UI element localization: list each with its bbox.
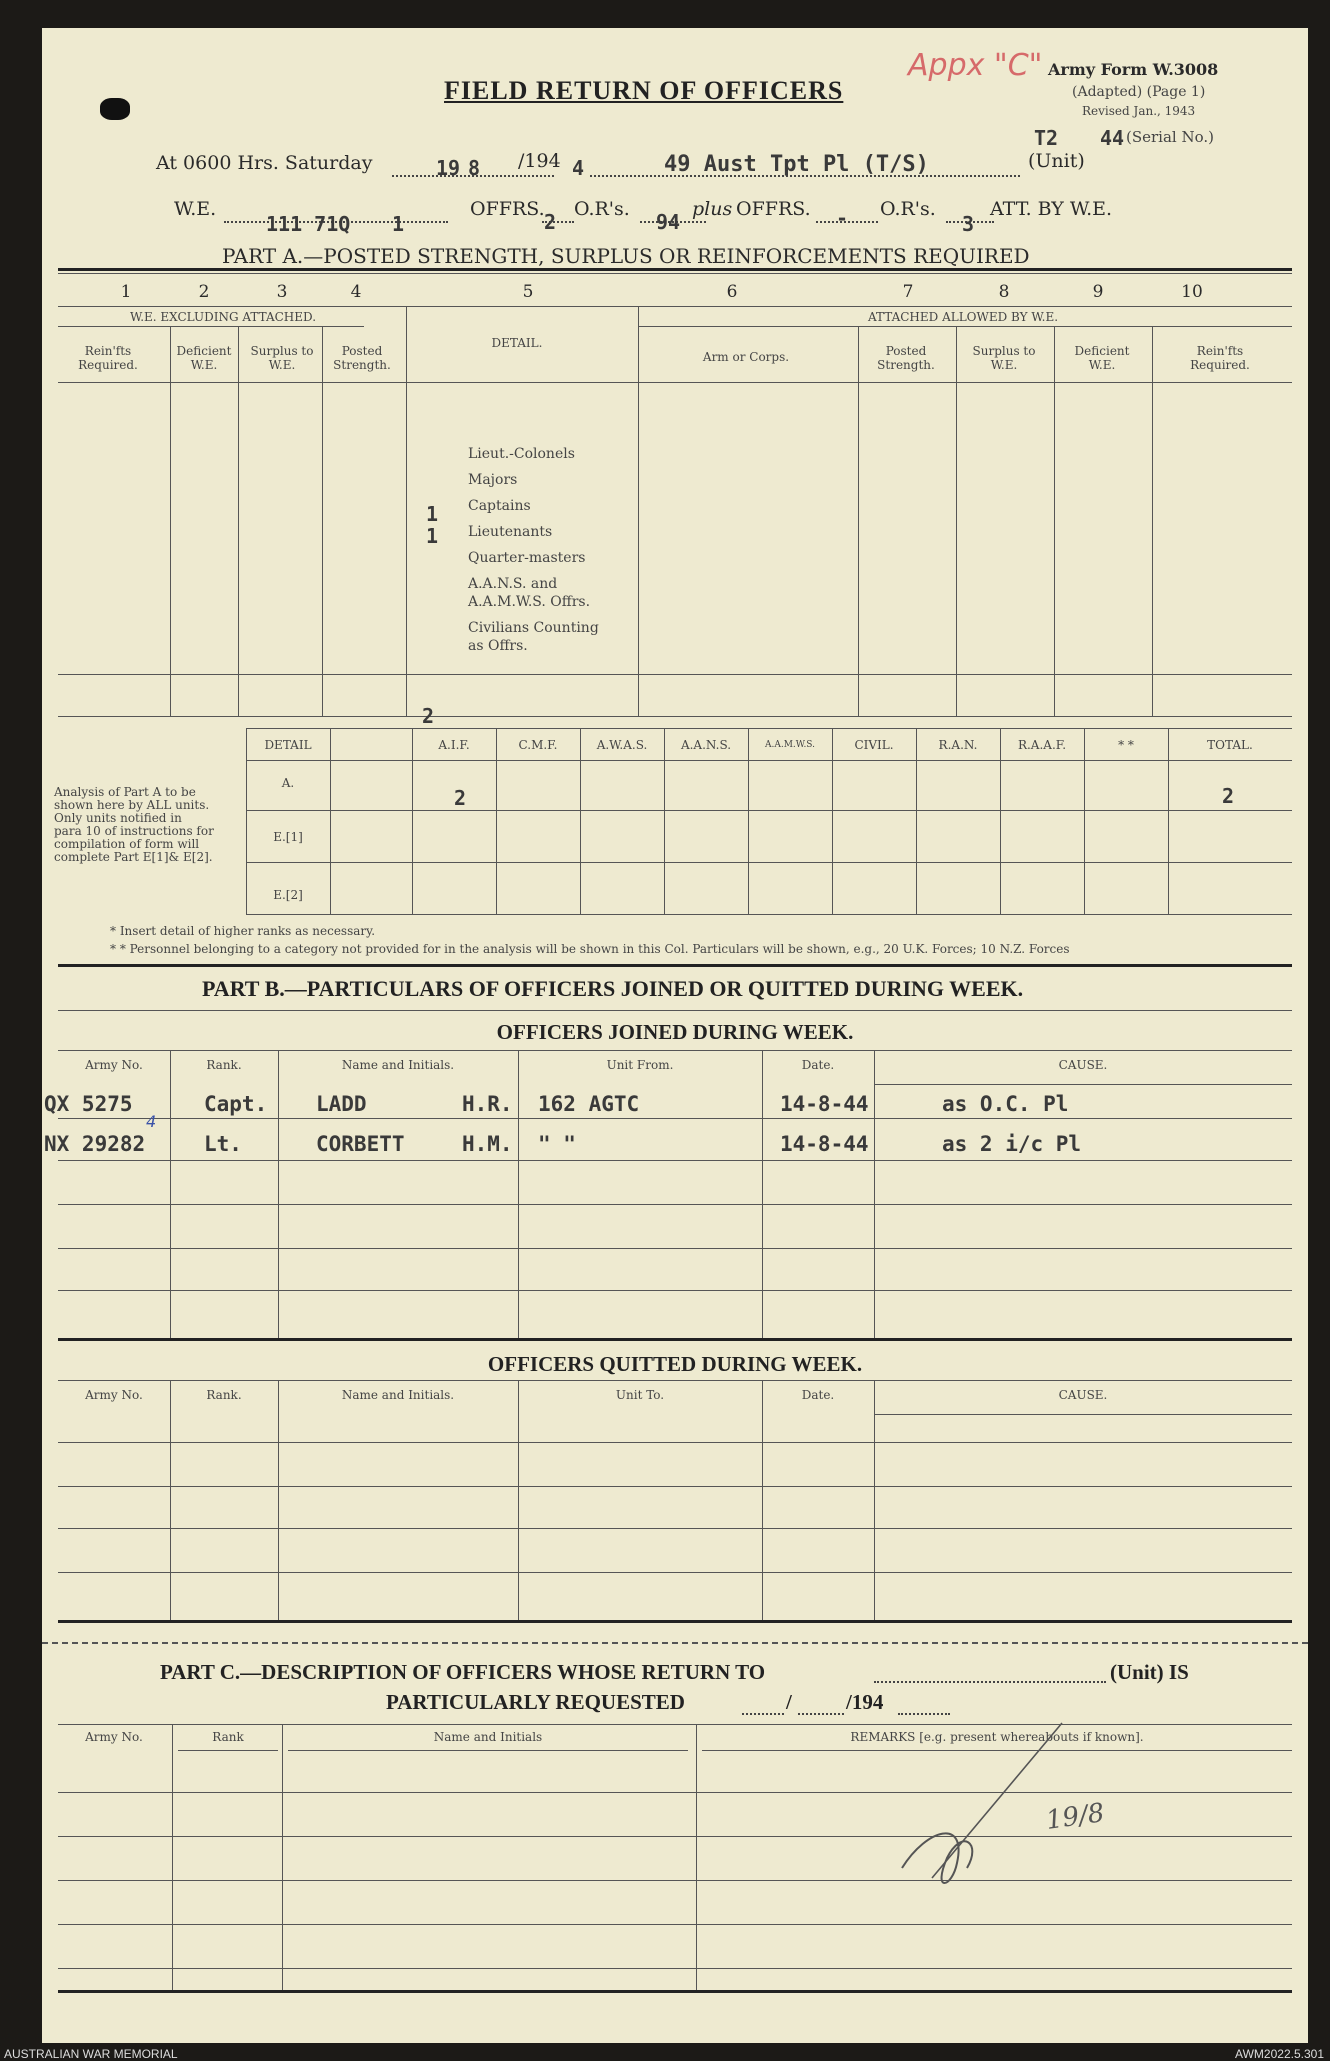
joined-header: Date. [801, 1058, 835, 1072]
part-c-requested: PARTICULARLY REQUESTED [386, 1690, 685, 1714]
return-month: 8 [468, 156, 481, 180]
rank-label: Civilians Counting [468, 620, 599, 636]
analysis-header: A.A.N.S. [680, 738, 732, 752]
footer-left: AUSTRALIAN WAR MEMORIAL [4, 2047, 178, 2061]
deficient-header: Deficient W.E. [176, 344, 232, 372]
reinfts2-header: Rein'fts Required. [1190, 344, 1250, 372]
offrs-value: 2 [544, 210, 557, 234]
analysis-note: Analysis of Part A to be shown here by ALL units. Only units notified in para 10 of instructions for compilation of form will complete Part E[1]& E[2]. [54, 785, 214, 864]
ors-label: O.R's. [574, 198, 630, 220]
part-c-title: PART C.—DESCRIPTION OF OFFICERS WHOSE RETURN TO [160, 1660, 766, 1684]
joined-army-no: QX 5275 [44, 1092, 133, 1116]
part-c-header: REMARKS [e.g. present whereabouts if known]. [850, 1730, 1144, 1744]
appendix-annotation: Appx "C" [908, 48, 1043, 83]
army-no-correction: 4 [146, 1112, 157, 1131]
part-c-header: Name and Initials [433, 1730, 543, 1744]
ors-value: 94 [656, 210, 681, 234]
col-number: 2 [198, 282, 210, 302]
part-c-unit: (Unit) IS [1110, 1660, 1189, 1684]
quitted-header: Name and Initials. [341, 1388, 455, 1402]
analysis-header: A.W.A.S. [596, 738, 648, 752]
form-adapted: (Adapted) (Page 1) [1072, 84, 1206, 100]
joined-rank: Capt. [204, 1092, 268, 1116]
quitted-header: Rank. [206, 1388, 242, 1402]
we-value-2: 1 [392, 212, 405, 236]
return-day: 19 [436, 156, 461, 180]
surplus-header: Surplus to W.E. [250, 344, 314, 372]
posted2-header: Posted Strength. [877, 344, 935, 372]
reinfts-header: Rein'fts Required. [78, 344, 138, 372]
year-prefix: /194 [518, 150, 561, 172]
quitted-header: Date. [801, 1388, 835, 1402]
offrs2-value: - [836, 206, 849, 230]
joined-header: CAUSE. [1058, 1058, 1108, 1072]
joined-cause: as O.C. Pl [942, 1092, 1069, 1116]
total-posted: 2 [422, 704, 435, 728]
joined-header: Name and Initials. [341, 1058, 455, 1072]
joined-title: OFFICERS JOINED DURING WEEK. [496, 1020, 854, 1044]
analysis-row-label: E.[2] [273, 888, 303, 902]
unit-value: 49 Aust Tpt Pl (T/S) [664, 152, 929, 177]
col-number: 1 [120, 282, 132, 302]
analysis-header: R.A.A.F. [1017, 738, 1067, 752]
joined-header: Rank. [206, 1058, 242, 1072]
part-b-title: PART B.—PARTICULARS OF OFFICERS JOINED OR QUITTED DURING WEEK. [202, 976, 1024, 1001]
joined-unit: " " [538, 1132, 576, 1156]
col-number: 6 [726, 282, 738, 302]
part-a-title: PART A.—POSTED STRENGTH, SURPLUS OR REINFORCEMENTS REQUIRED [222, 244, 1030, 268]
quitted-header: CAUSE. [1058, 1388, 1108, 1402]
joined-initials: H.M. [462, 1132, 513, 1156]
surplus2-header: Surplus to W.E. [972, 344, 1036, 372]
detail-heading: DETAIL. [491, 336, 543, 350]
captains-posted: 1 [426, 502, 439, 526]
deficient2-header: Deficient W.E. [1074, 344, 1130, 372]
quitted-header: Unit To. [615, 1388, 665, 1402]
col-number: 3 [276, 282, 288, 302]
col-number: 9 [1092, 282, 1104, 302]
part-c-header: Army No. [85, 1730, 143, 1744]
quitted-header: Army No. [85, 1388, 143, 1402]
ors2-value: 3 [962, 212, 975, 236]
aif-a-value: 2 [454, 786, 467, 810]
serial-value: 44 [1100, 126, 1125, 150]
year-digit: 4 [572, 156, 585, 180]
part-c-year: /194 [846, 1690, 884, 1714]
analysis-header: CIVIL. [854, 738, 894, 752]
plus-label: plus [692, 198, 733, 220]
col-number: 7 [902, 282, 914, 302]
serial-prefix: T2 [1034, 126, 1059, 150]
serial-label: (Serial No.) [1126, 128, 1214, 146]
arm-corps-header: Arm or Corps. [702, 350, 790, 364]
rank-label: Majors [468, 472, 518, 488]
ors2-label: O.R's. [880, 198, 936, 220]
joined-army-no: NX 29282 [44, 1132, 146, 1156]
joined-cause: as 2 i/c Pl [942, 1132, 1082, 1156]
total-a-value: 2 [1222, 784, 1235, 808]
posted-header: Posted Strength. [333, 344, 391, 372]
offrs-label: OFFRS. [470, 198, 545, 220]
rank-label: Quarter-masters [468, 550, 586, 566]
footnote-1: * Insert detail of higher ranks as necessary. [110, 924, 376, 938]
att-label: ATT. BY W.E. [990, 198, 1113, 220]
offrs2-label: OFFRS. [736, 198, 811, 220]
joined-date: 14-8-44 [780, 1092, 869, 1116]
rank-label: A.A.M.W.S. Offrs. [468, 594, 591, 610]
ink-blot [100, 98, 130, 120]
analysis-header: A.I.F. [438, 738, 470, 752]
joined-rank: Lt. [204, 1132, 242, 1156]
part-c-header: Rank [212, 1730, 244, 1744]
attached-allowed-heading: ATTACHED ALLOWED BY W.E. [867, 310, 1059, 324]
form-title: FIELD RETURN OF OFFICERS [444, 76, 844, 105]
footnote-2: * * Personnel belonging to a category not provided for in the analysis will be shown in this Col. Particulars will be shown, e.g., 20 U.K. Forces; 10 N.Z. Forces [110, 942, 1070, 956]
analysis-header: C.M.F. [518, 738, 558, 752]
we-label: W.E. [174, 198, 217, 220]
joined-name: CORBETT [316, 1132, 405, 1156]
joined-header: Unit From. [606, 1058, 674, 1072]
rank-label: Captains [468, 498, 531, 514]
rank-label: as Offrs. [468, 638, 528, 654]
quitted-title: OFFICERS QUITTED DURING WEEK. [487, 1352, 863, 1376]
we-value: 111 71Q [266, 212, 351, 236]
joined-date: 14-8-44 [780, 1132, 869, 1156]
col-number: 4 [350, 282, 362, 302]
army-form-number: Army Form W.3008 [1048, 60, 1219, 79]
joined-unit: 162 AGTC [538, 1092, 640, 1116]
col-number: 8 [998, 282, 1010, 302]
at-time-label: At 0600 Hrs. Saturday [156, 152, 373, 174]
col-number: 10 [1181, 282, 1203, 302]
unit-label: (Unit) [1028, 150, 1085, 172]
rank-label: A.A.N.S. and [468, 576, 558, 592]
analysis-header: TOTAL. [1207, 738, 1253, 752]
analysis-header: R.A.N. [938, 738, 978, 752]
signature-date: 19/8 [1044, 1798, 1107, 1836]
joined-header: Army No. [85, 1058, 143, 1072]
col-number: 5 [522, 282, 534, 302]
lieutenants-posted: 1 [426, 524, 439, 548]
joined-initials: H.R. [462, 1092, 513, 1116]
form-sheet: FIELD RETURN OF OFFICERS Appx "C" Army Form W.3008 (Adapted) (Page 1) Revised Jan., 1943 T2 44 (Serial No.) At 0600 Hrs. Saturday 19 8 /194 4 49 Aust Tpt Pl (T/S) (Unit) W.E. 111 71Q 1 OFFRS. 2 O.R's. 94 plus OFFRS. - O.R's. 3 ATT. BY W.E. PART A.—POSTED STRENGTH, SURPLUS OR REINFORCEMENTS REQUIRED 1 2 3 4 5 6 7 8 9 10 W.E. EXCLUDING ATTACHED. ATTACHED ALLOWED BY W.E. DETAIL. Rein'fts Required. Deficient W.E. Surplus to W.E. Posted Strength. Arm or Corps. Posted Strength. Surplus to W.E. Deficient W.E. Rein'fts Required. Lieut.-Colonels Majors Captains Lieutenants Quarter-masters A.A.N.S. and A.A.M.W.S. Offrs. Civilians Counting as Offrs. 1 1 2 Analysis of Part A to be shown here by ALL units. Only units notified in para 10 of instructions for compilation of form will complete Part E[1]& E[2]. DETAIL A.I.F. C.M.F. A.W.A.S. A.A.N.S. A.A.M.W.S. CIVIL. R.A.N. R.A.A.F. * * TOTAL. A. E.[1] E.[2] 2 2 * Insert detail of higher ranks as necessary. * * Personnel belonging to a category not provided for in the analysis will be shown in this Col. Particulars will be shown, e.g., 20 U.K. Forces; 10 N.Z. Forces PART B.—PARTICULARS OF OFFICERS JOINED OR QUITTED DURING WEEK. OFFICERS JOINED DURING WEEK. Army No. Rank. Name and Initials. Unit From. Date. CAUSE. QX 5275 Capt. LADD H.R. 162 AGTC 14-8-44 as O.C. Pl NX 29282 4 Lt. CORBETT H.M. " " 14-8-44 as 2 i/c Pl OFFICERS QUITTED DURING WEEK. Army No. Rank. Name and Initials. Unit To. Date. CAUSE. PART C.—DESCRIPTION OF OFFICERS WHOSE RETURN TO (Unit) IS PARTICULARLY REQUESTED / /194 Army No. Rank Name and Initials REMARKS [e.g. present whereabouts if known]. 19/8 [42, 28, 1308, 2043]
footer-right: AWM2022.5.301 [1235, 2047, 1324, 2061]
form-revised: Revised Jan., 1943 [1082, 104, 1196, 118]
joined-name: LADD [316, 1092, 367, 1116]
analysis-row-label: A. [281, 776, 295, 790]
analysis-header: * * [1118, 738, 1134, 752]
rank-label: Lieut.-Colonels [468, 446, 575, 462]
we-excluding-heading: W.E. EXCLUDING ATTACHED. [129, 310, 317, 324]
rank-label: Lieutenants [468, 524, 553, 540]
analysis-header: A.A.M.W.S. [764, 740, 816, 750]
analysis-header: DETAIL [264, 738, 312, 752]
analysis-row-label: E.[1] [273, 830, 303, 844]
